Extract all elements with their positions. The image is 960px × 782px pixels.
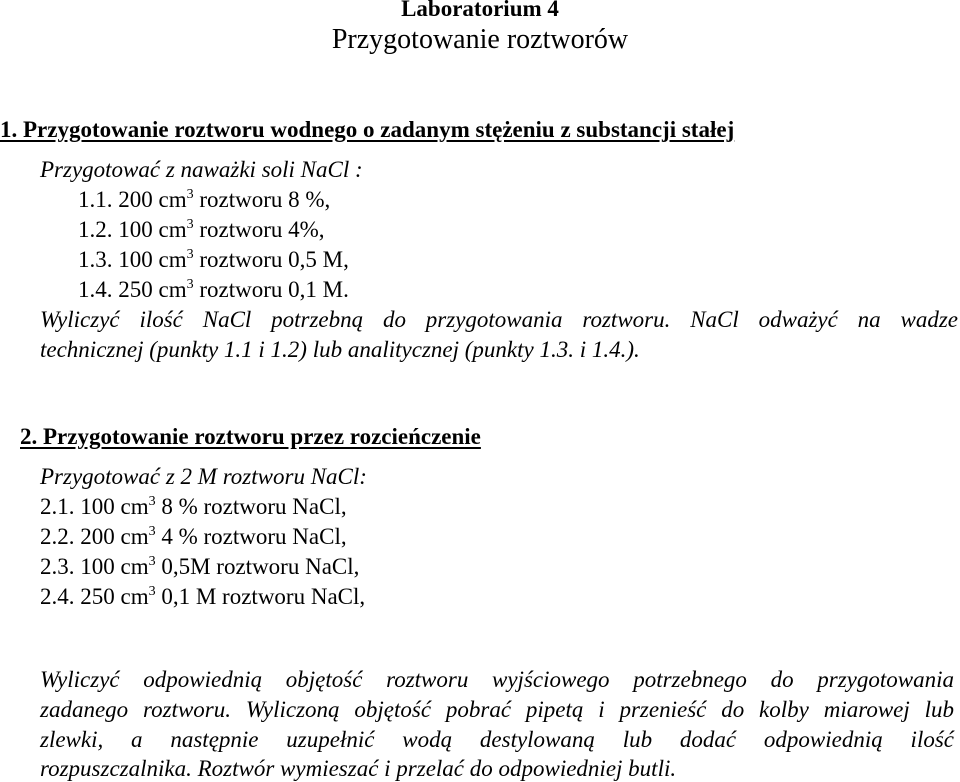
instructions-line: zlewki, a następnie uzupełnić wodą destylowaną lub dodać odpowiednią ilość (40, 727, 954, 752)
section-1-heading: 1. Przygotowanie roztworu wodnego o zadanym stężeniu z substancji stałej (0, 117, 735, 142)
lab-title: Laboratorium 4 (401, 0, 559, 21)
list-item: 2.4. 250 $cm^3$ 0,1 M roztworu NaCl, (40, 584, 366, 609)
section-1-intro: Przygotować z naważki soli NaCl : (40, 157, 363, 182)
page-title: Przygotowanie roztworów (331, 24, 629, 55)
section-1-note-line: technicznej (punkty 1.1 i 1.2) lub analitycznej (punkty 1.3. i 1.4.). (40, 337, 640, 362)
list-item: 1.3. 100 $cm^3$ roztworu 0,5 M, (78, 247, 349, 272)
list-item: 1.2. 100 $cm^3$ roztworu 4%, (78, 217, 325, 242)
list-item: 1.4. 250 $cm^3$ roztworu 0,1 M. (78, 277, 349, 302)
instructions-line: rozpuszczalnika. Roztwór wymieszać i przelać do odpowiedniej butli. (40, 756, 677, 781)
section-1-note-line: Wyliczyć ilość NaCl potrzebną do przygotowania roztworu. NaCl odważyć na wadze (40, 307, 958, 332)
instructions-line: Wyliczyć odpowiednią objętość roztworu wyjściowego potrzebnego do przygotowania (40, 667, 954, 692)
list-item: 1.1. 200 $cm^3$ roztworu 8 %, (78, 187, 331, 212)
section-2-heading: 2. Przygotowanie roztworu przez rozcieńczenie (20, 424, 481, 449)
section-2-intro: Przygotować z 2 M roztworu NaCl: (40, 464, 367, 489)
instructions-line: zadanego roztworu. Wyliczoną objętość pobrać pipetą i przenieść do kolby miarowej lub (40, 697, 954, 722)
list-item: 2.3. 100 $cm^3$ 0,5M roztworu NaCl, (40, 554, 360, 579)
list-item: 2.1. 100 $cm^3$ 8 % roztworu NaCl, (40, 494, 347, 519)
list-item: 2.2. 200 $cm^3$ 4 % roztworu NaCl, (40, 524, 347, 549)
